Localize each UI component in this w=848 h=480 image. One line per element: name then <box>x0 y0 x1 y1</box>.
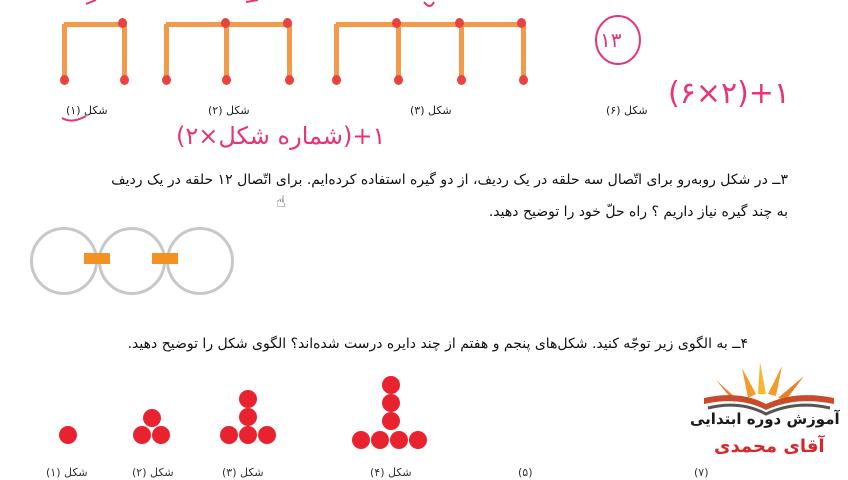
dot <box>239 426 257 444</box>
dot <box>409 431 427 449</box>
dot <box>143 409 161 427</box>
dot <box>390 431 408 449</box>
caption-dot-fig4: شکل (۴) <box>370 466 412 479</box>
dot <box>152 426 170 444</box>
dot <box>59 426 77 444</box>
caption-match-fig3: شکل (۳) <box>410 104 452 117</box>
dot <box>371 431 389 449</box>
dot <box>239 408 257 426</box>
caption-dot-fig1: شکل (۱) <box>46 466 88 479</box>
pen-stroke <box>86 0 96 4</box>
ring-link <box>152 253 178 264</box>
dot <box>382 394 400 412</box>
logo-line-2: آقای محمدی <box>714 436 825 457</box>
caption-dot-fig3: شکل (۳) <box>222 466 264 479</box>
caption-match-fig1: شکل (۱) <box>66 104 108 117</box>
caption-dot-fig7: (۷) <box>694 466 709 479</box>
dot <box>382 412 400 430</box>
caption-dot-fig5: (۵) <box>518 466 533 479</box>
caption-match-fig2: شکل (۲) <box>208 104 250 117</box>
question-3-line-1: ۳ــ در شکل روبه‌رو برای اتّصال سه حلقه در یک ردیف، از دو گیره استفاده کرده‌ایم. برای اتّصال ۱۲ حلقه در یک ردیف <box>111 172 788 188</box>
dot <box>133 426 151 444</box>
dot <box>352 431 370 449</box>
pen-stroke <box>424 2 434 6</box>
logo-line-1: آموزش دوره ابتدایی <box>690 410 840 428</box>
question-4-line-1: ۴ــ به الگوی زیر توجّه کنید. شکل‌های پنجم و هفتم از چند دایره درست شده‌اند؟ الگوی شکل را توضیح دهید. <box>127 336 748 352</box>
hand-cursor-icon: ☝ <box>276 192 286 211</box>
pen-stroke <box>246 0 258 2</box>
dot <box>220 426 238 444</box>
circled-answer: ۱۳ <box>600 28 622 52</box>
ring-link <box>84 253 110 264</box>
underline-mark <box>62 116 86 121</box>
formula-general: (۲×شماره شکل)+۱ <box>176 122 386 150</box>
formula-right: (۶×۲)+۱ <box>668 76 791 111</box>
caption-match-fig6: شکل (۶) <box>606 104 648 117</box>
caption-dot-fig2: شکل (۲) <box>132 466 174 479</box>
question-3-line-2: به چند گیره نیاز داریم ؟ راه حلّ خود را توضیح دهید. <box>488 204 788 220</box>
dot <box>382 376 400 394</box>
dot <box>239 390 257 408</box>
dot <box>258 426 276 444</box>
